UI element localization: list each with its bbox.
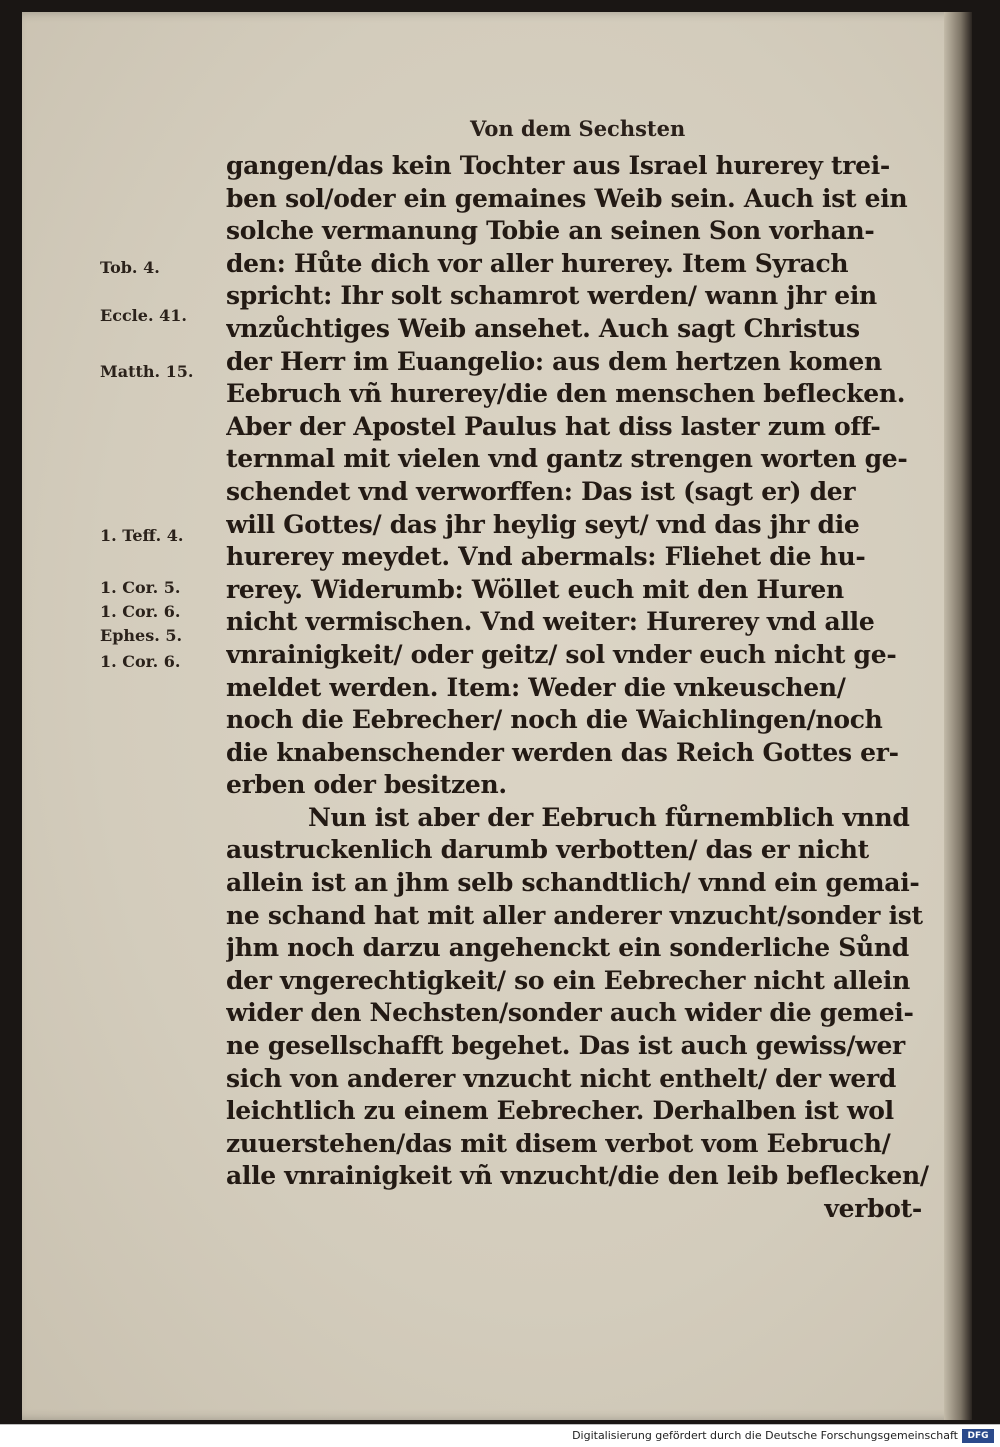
text-line: hurerey meydet. Vnd abermals: Fliehet die hu- <box>226 542 866 572</box>
text-line: den: Hůte dich vor aller hurerey. Item Syrach <box>226 248 849 278</box>
text-line: Aber der Apostel Paulus hat diss laster zum off- <box>226 411 881 441</box>
margin-note: Tob. 4. <box>100 258 160 277</box>
page-gutter-shadow <box>944 12 972 1420</box>
text-line: schendet vnd verworffen: Das ist (sagt er) der <box>226 476 856 506</box>
text-line: ben sol/oder ein gemaines Weib sein. Auch ist ein <box>226 183 908 213</box>
text-line: die knabenschender werden das Reich Gottes er- <box>226 737 899 767</box>
margin-note: Ephes. 5. <box>100 626 183 645</box>
text-line: der Herr im Euangelio: aus dem hertzen komen <box>226 346 882 376</box>
text-line: ne schand hat mit aller anderer vnzucht/sonder ist <box>226 900 923 930</box>
text-line: meldet werden. Item: Weder die vnkeuschen/ <box>226 672 846 702</box>
text-line: rerey. Widerumb: Wöllet euch mit den Huren <box>226 574 844 604</box>
text-line: Nun ist aber der Eebruch fůrnemblich vnnd <box>308 802 910 832</box>
margin-note: 1. Cor. 6. <box>100 652 181 671</box>
text-line: spricht: Ihr solt schamrot werden/ wann jhr ein <box>226 281 877 311</box>
text-line: der vngerechtigkeit/ so ein Eebrecher nicht allein <box>226 965 910 995</box>
text-line: vnzůchtiges Weib ansehet. Auch sagt Christus <box>226 313 860 343</box>
margin-note: Eccle. 41. <box>100 306 187 325</box>
text-line: will Gottes/ das jhr heylig seyt/ vnd das jhr die <box>226 509 860 539</box>
text-line: leichtlich zu einem Eebrecher. Derhalben ist wol <box>226 1096 894 1126</box>
text-line: sich von anderer vnzucht nicht enthelt/ der werd <box>226 1063 897 1093</box>
text-line: erben oder besitzen. <box>226 770 507 800</box>
text-line: gangen/das kein Tochter aus Israel hurerey trei- <box>226 151 890 180</box>
text-line: alle vnrainigkeit vñ vnzucht/die den leib beflecken/ <box>226 1161 929 1191</box>
catchword: verbot- <box>824 1194 922 1223</box>
text-line: zuuerstehen/das mit disem verbot vom Eebruch/ <box>226 1128 891 1158</box>
text-line: noch die Eebrecher/ noch die Waichlingen/noch <box>226 705 883 735</box>
margin-note: 1. Cor. 5. <box>100 578 181 597</box>
text-line: nicht vermischen. Vnd weiter: Hurerey vnd alle <box>226 607 875 637</box>
text-line: Eebruch vñ hurerey/die den menschen beflecken. <box>226 379 906 409</box>
footer-bar <box>0 1424 1000 1447</box>
text-line: solche vermanung Tobie an seinen Son vorhan- <box>226 216 875 246</box>
margin-note: Matth. 15. <box>100 362 194 381</box>
text-line: austruckenlich darumb verbotten/ das er nicht <box>226 835 869 865</box>
text-line: allein ist an jhm selb schandtlich/ vnnd ein gemai- <box>226 868 920 898</box>
margin-note: 1. Teff. 4. <box>100 526 184 545</box>
margin-note: 1. Cor. 6. <box>100 602 181 621</box>
running-header: Von dem Sechsten <box>470 116 686 141</box>
text-line: vnrainigkeit/ oder geitz/ sol vnder euch nicht ge- <box>226 639 897 669</box>
text-line: ne gesellschafft begehet. Das ist auch gewiss/wer <box>226 1031 905 1061</box>
dfg-logo: DFG <box>962 1429 994 1443</box>
page-body-text <box>226 150 932 1226</box>
text-line: jhm noch darzu angehenckt ein sonderliche Sůnd <box>226 933 909 963</box>
funding-notice: Digitalisierung gefördert durch die Deutsche Forschungsgemeinschaft <box>572 1429 958 1442</box>
text-line: ternmal mit vielen vnd gantz strengen worten ge- <box>226 444 908 474</box>
text-line: wider den Nechsten/sonder auch wider die gemei- <box>226 998 914 1028</box>
